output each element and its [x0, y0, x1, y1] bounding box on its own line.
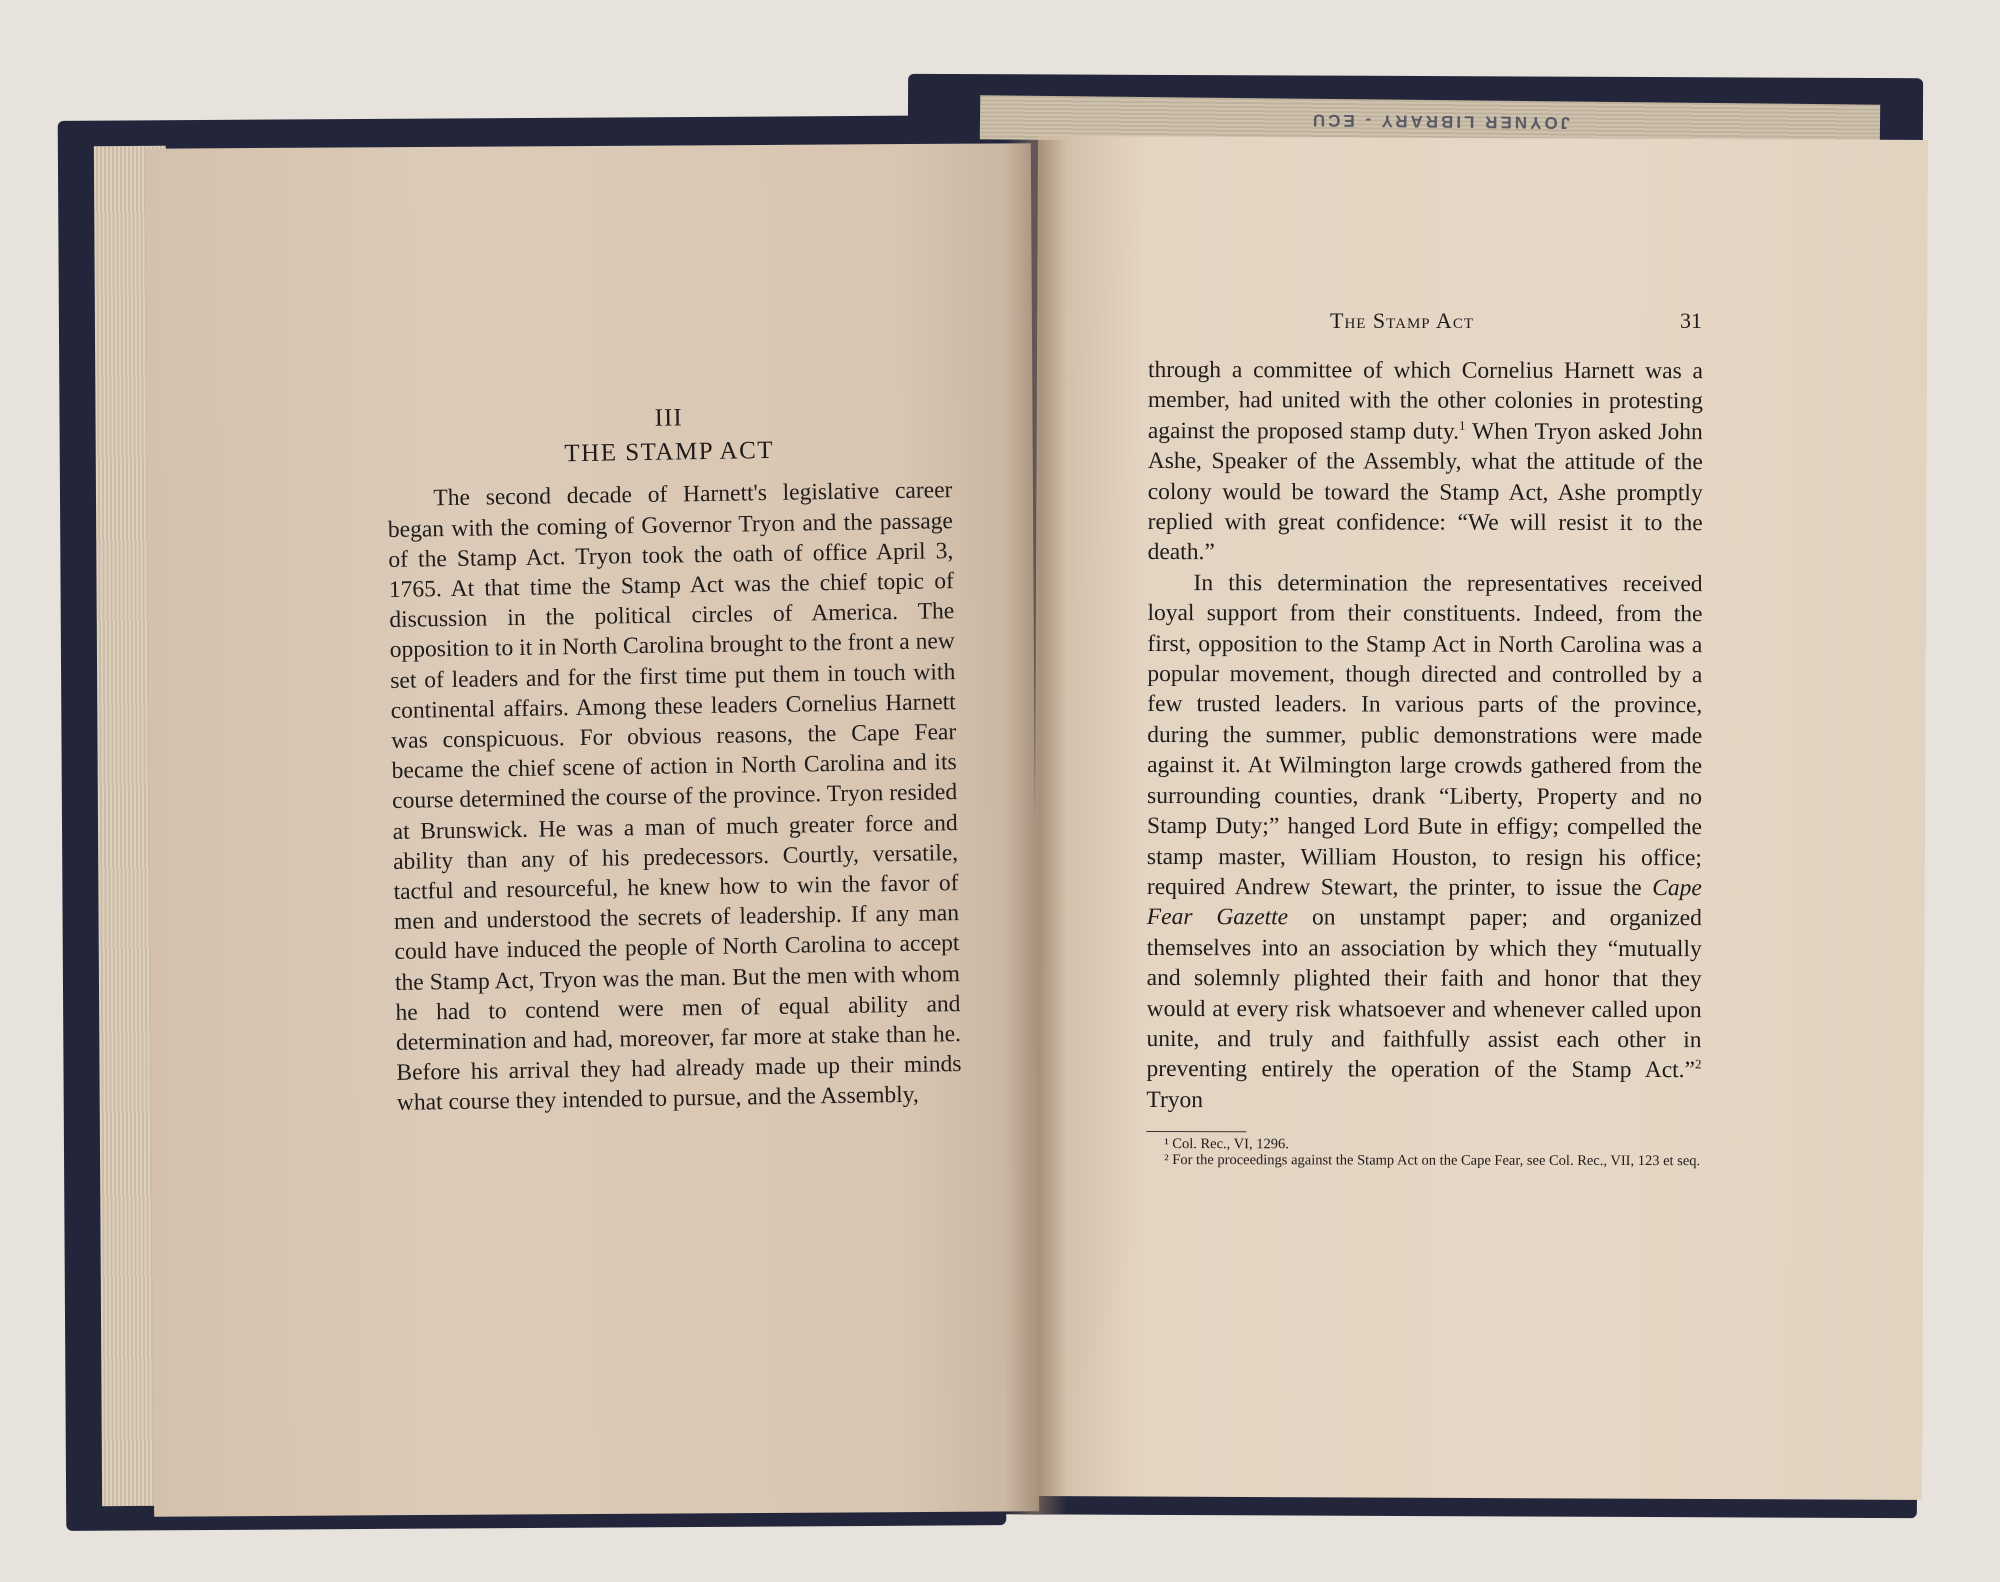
left-paragraph: The second decade of Harnett's legislative career began with the coming of Governor Tryon and the passage of the Stamp Act. Tryon took the oath of office April 3, 1765. At that time the Stamp Act was the chief topic of discussion in the political circles of America. The opposition to it in North Carolina brought to the front a new set of leaders and for the first time put them in touch with continental affairs. Among these leaders Cornelius Harnett was conspicuous. For obvious reasons, the Cape Fear became the chief scene of action in North Carolina and its course determined the course of the province. Tryon resided at Brunswick. He was a man of much greater force and ability than any of his predecessors. Courtly, versatile, tactful and resourceful, he knew how to win the favor of men and understood the secrets of leadership. If any man could have induced the people of North Carolina to accept the Stamp Act, Tryon was the man. But the men with whom he had to contend were men of equal ability and determination and had, moreover, far more at stake than he. Before his arrival they had already made up their minds what course they intended to pursue, and the Assembly,: [387, 477, 962, 1117]
chapter-title: THE STAMP ACT: [564, 437, 775, 468]
running-head: [1330, 308, 1702, 334]
left-page-text: [386, 399, 962, 1118]
chapter-number: III: [654, 404, 683, 432]
book-gutter: [1005, 140, 1067, 1515]
right-paragraph-2: [1146, 568, 1702, 1116]
right-paragraph-1: [1148, 355, 1703, 569]
footnote-ref-2: 2: [1695, 1056, 1702, 1072]
paragraph2-end: Tryon: [1146, 1086, 1204, 1113]
paragraph1-text: through a committee of which Cornelius Harnett was a member, had united with the other colonies in protesting against the proposed stamp duty.: [1147, 357, 1703, 445]
footnote-1: ¹ Col. Rec., VI, 1296.: [1164, 1136, 1289, 1153]
gazette-title: Cape Fear Gazette: [1146, 874, 1702, 931]
footnote-rule: [1146, 1131, 1246, 1132]
right-page-text: [1146, 355, 1703, 1169]
paragraph1-tail: When Tryon asked John Ashe, Speaker of the Assembly, what the attitude of the colony would be toward the Stamp Act, Ashe promptly replied with great confidence: “We will resist it to the death.”: [1147, 418, 1703, 566]
paragraph2-text-cont: on unstampt paper; and organized themselves into an association by which they “mutually and solemnly plighted their faith and honor that they would at every risk whatsoever and whenever called upon unite, and truly and faithfully assist each other in preventing entirely the operation of the Stamp Act.”: [1146, 904, 1702, 1084]
footnote-ref-1: 1: [1459, 417, 1466, 433]
running-head-title: The Stamp Act: [1330, 308, 1474, 333]
page-number: 31: [1680, 308, 1702, 333]
footnotes: [1146, 1136, 1701, 1169]
library-stamp: JOYNER LIBRARY - ECU: [1309, 110, 1571, 133]
footnote-2: ² For the proceedings against the Stamp Act on the Cape Fear, see Col. Rec., VII, 123 et seq.: [1164, 1152, 1701, 1170]
paragraph2-text: In this determination the representatives received loyal support from their constituents. Indeed, from the first, opposition to the Stamp Act in North Carolina was a popular movement, though directed and controlled by a few trusted leaders. In various parts of the province, during the summer, public demonstrations were made against it. At Wilmington large crowds gathered from the surrounding counties, drank “Liberty, Property and no Stamp Duty;” hanged Lord Bute in effigy; compelled the stamp master, William Houston, to resign his office; required Andrew Stewart, the printer, to issue the: [1146, 569, 1703, 901]
